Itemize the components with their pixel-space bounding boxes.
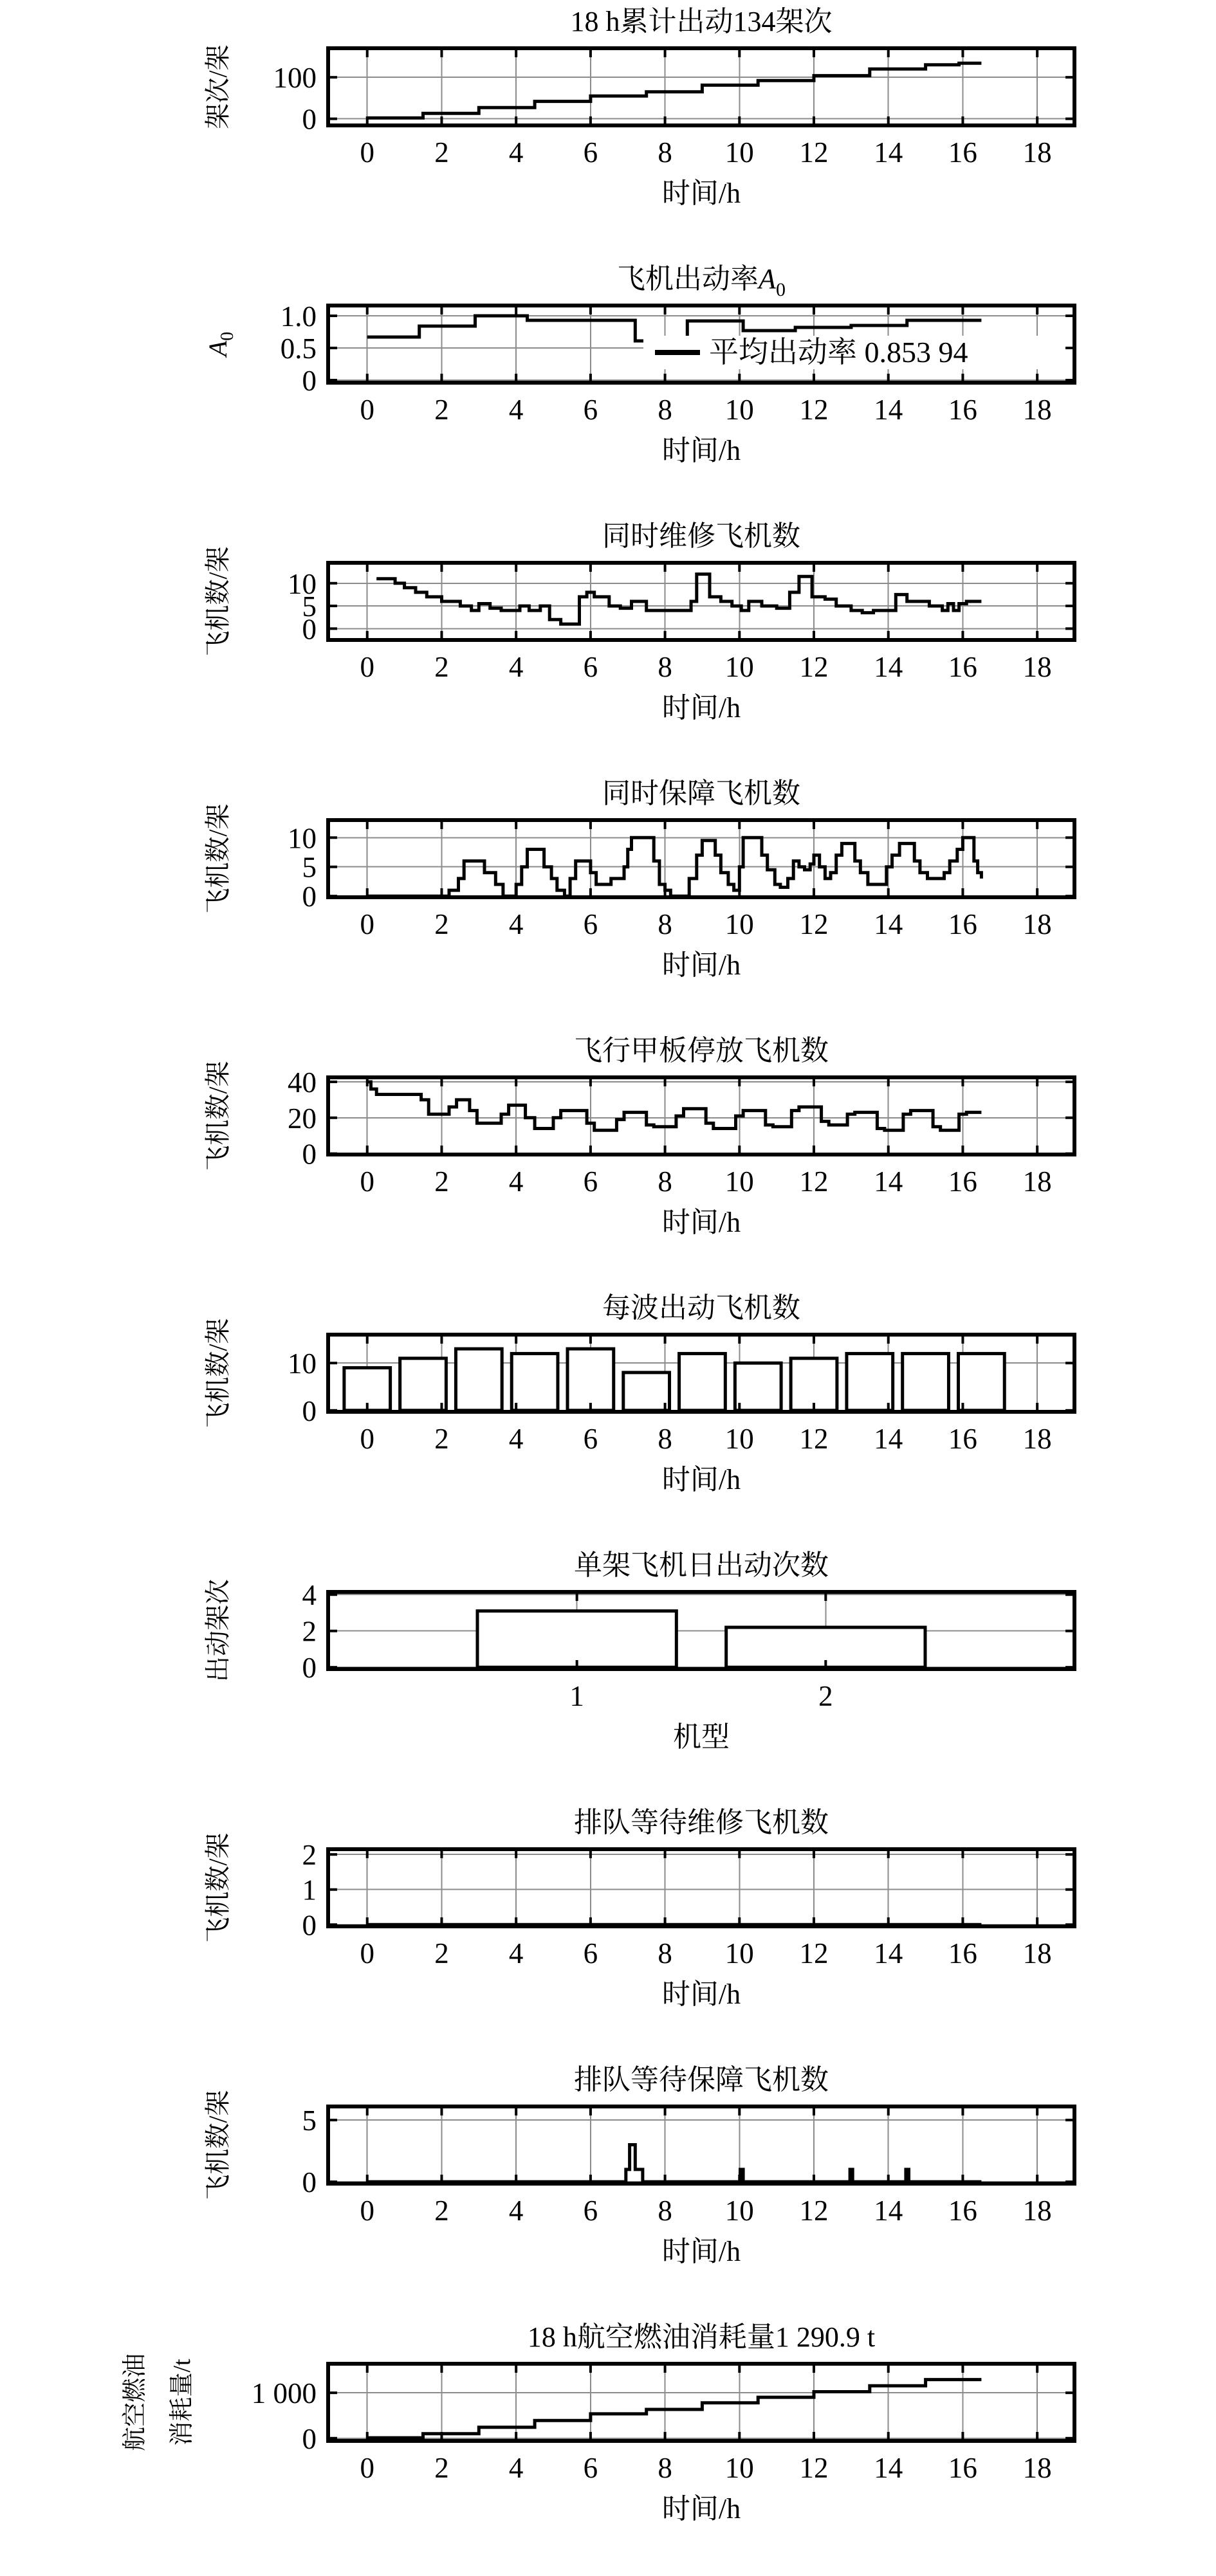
x-tick-label: 16 [948, 394, 977, 426]
x-tick-label: 4 [508, 1423, 524, 1455]
x-tick-label: 6 [583, 1423, 598, 1455]
x-tick-label: 0 [360, 908, 374, 940]
y-axis-label [203, 332, 237, 358]
x-tick-label: 18 [1022, 394, 1052, 426]
x-axis-label: 机型 [673, 1721, 730, 1753]
x-tick-label: 4 [508, 394, 524, 426]
legend-label: 平均出动率 0.853 94 [709, 336, 968, 369]
x-tick-label: 2 [434, 136, 449, 169]
x-tick-label: 14 [874, 908, 903, 940]
x-tick-label: 2 [434, 1937, 449, 1969]
chart-title [571, 6, 833, 37]
chart-title-math-base: A [759, 263, 776, 295]
x-tick-label: 4 [508, 908, 524, 940]
x-tick-label: 0 [360, 1165, 374, 1198]
concurrent-maintenance-chart [0, 515, 1216, 772]
x-tick-label: 14 [874, 2452, 903, 2484]
x-tick-label: 0 [360, 1423, 374, 1455]
x-tick-label: 12 [799, 1937, 829, 1969]
chart-title-text: 单架飞机日出动次数 [574, 1549, 829, 1581]
y-tick-label: 1.0 [280, 300, 317, 333]
y-tick-label: 1 [302, 1874, 317, 1906]
x-tick-label: 14 [874, 2195, 903, 2227]
bar [958, 1353, 1004, 1410]
x-tick-label: 8 [658, 136, 672, 169]
chart-title [602, 1292, 800, 1324]
chart-title-text: 飞行甲板停放飞机数 [574, 1035, 829, 1066]
x-tick-label: 18 [1022, 136, 1052, 169]
x-tick-label: 4 [508, 2195, 524, 2227]
x-tick-label: 0 [360, 136, 374, 169]
x-tick-label: 16 [948, 2452, 977, 2484]
y-axis-label-math-sub: 0 [217, 331, 237, 341]
x-tick-label: 10 [724, 1165, 754, 1198]
x-tick-label: 14 [874, 1165, 903, 1198]
x-tick-label: 16 [948, 2195, 977, 2227]
chart-title [602, 520, 800, 552]
chart-title-text: 飞机出动率 [617, 263, 759, 295]
x-tick-label: 1 [569, 1680, 584, 1712]
cumulative-sorties-canvas [0, 0, 1216, 257]
x-tick-label: 16 [948, 1937, 977, 1969]
concurrent-maintenance-canvas [0, 515, 1216, 772]
support-queue-chart [0, 2058, 1216, 2316]
y-tick-label: 5 [302, 590, 317, 623]
x-tick-label: 8 [658, 1937, 672, 1969]
x-tick-label: 0 [360, 394, 374, 426]
sortie-rate-chart [0, 257, 1216, 515]
x-tick-label: 2 [434, 1423, 449, 1455]
concurrent-support-canvas [0, 772, 1216, 1029]
x-tick-label: 4 [508, 136, 524, 169]
x-tick-label: 8 [658, 908, 672, 940]
x-tick-label: 6 [583, 2195, 598, 2227]
x-tick-label: 12 [799, 908, 829, 940]
y-tick-label: 5 [302, 2105, 317, 2137]
x-tick-label: 2 [434, 2195, 449, 2227]
x-tick-label: 2 [434, 908, 449, 940]
y-tick-label: 0 [302, 1909, 317, 1942]
data-series-line [367, 1082, 982, 1130]
maintenance-queue-chart [0, 1801, 1216, 2058]
x-tick-label: 10 [724, 651, 754, 683]
x-tick-label: 0 [360, 2195, 374, 2227]
y-tick-label: 5 [302, 851, 317, 884]
x-tick-label: 4 [508, 1165, 524, 1198]
chart-title-text: 排队等待维修飞机数 [574, 1807, 829, 1838]
y-tick-label: 0 [302, 2166, 317, 2199]
per-aircraft-daily-sorties-canvas [0, 1544, 1216, 1801]
x-axis-label: 时间/h [661, 2493, 741, 2525]
y-tick-label: 0 [302, 1652, 317, 1685]
x-tick-label: 2 [434, 394, 449, 426]
bar [567, 1349, 614, 1411]
x-tick-label: 0 [360, 2452, 374, 2484]
y-axis-label: 飞机数/架 [203, 1061, 232, 1171]
y-tick-label: 0 [302, 613, 317, 646]
x-tick-label: 18 [1022, 908, 1052, 940]
x-tick-label: 8 [658, 2195, 672, 2227]
fuel-consumption-chart [0, 2316, 1216, 2573]
chart-title-math-sub: 0 [775, 279, 786, 300]
x-tick-label: 16 [948, 651, 977, 683]
x-tick-label: 10 [724, 1423, 754, 1455]
x-tick-label: 2 [434, 2452, 449, 2484]
x-tick-label: 18 [1022, 1937, 1052, 1969]
chart-title [574, 2064, 829, 2096]
y-tick-label: 2 [302, 1839, 317, 1872]
x-tick-label: 6 [583, 1165, 598, 1198]
bar [511, 1353, 558, 1410]
support-queue-canvas [0, 2058, 1216, 2316]
chart-title-text: 同时维修飞机数 [602, 520, 800, 552]
y-axis-label: 飞机数/架 [203, 1318, 232, 1429]
x-tick-label: 8 [658, 1165, 672, 1198]
y-axis-label-line2: 消耗量/t [169, 2359, 196, 2446]
x-axis-label: 时间/h [661, 692, 741, 724]
x-tick-label: 2 [434, 651, 449, 683]
x-tick-label: 14 [874, 136, 903, 169]
x-tick-label: 18 [1022, 1165, 1052, 1198]
x-tick-label: 10 [724, 1937, 754, 1969]
x-tick-label: 12 [799, 136, 829, 169]
x-tick-label: 4 [508, 651, 524, 683]
y-axis-label: 飞机数/架 [203, 1832, 232, 1943]
y-tick-label: 1 000 [251, 2377, 317, 2410]
x-axis-label: 时间/h [661, 435, 741, 466]
x-tick-label: 2 [818, 1680, 833, 1712]
chart-title [574, 1549, 829, 1581]
bar [400, 1358, 447, 1411]
y-tick-label: 0 [302, 881, 317, 913]
y-axis-label: 飞机数/架 [203, 546, 232, 657]
fuel-consumption-canvas [0, 2316, 1216, 2573]
y-tick-label: 2 [302, 1615, 317, 1648]
x-tick-label: 12 [799, 2452, 829, 2484]
y-tick-label: 0 [302, 365, 317, 397]
x-tick-label: 10 [724, 136, 754, 169]
x-tick-label: 2 [434, 1165, 449, 1198]
x-tick-label: 14 [874, 651, 903, 683]
y-tick-label: 10 [288, 822, 317, 855]
x-tick-label: 4 [508, 2452, 524, 2484]
bar [623, 1373, 670, 1411]
chart-title-text: 18 h累计出动134架次 [570, 6, 833, 37]
x-tick-label: 18 [1022, 2452, 1052, 2484]
y-tick-label: 0 [302, 1394, 317, 1427]
sortie-rate-canvas [0, 257, 1216, 515]
bar [847, 1353, 893, 1410]
per-aircraft-daily-sorties-chart [0, 1544, 1216, 1801]
bar [903, 1353, 949, 1410]
x-tick-label: 6 [583, 394, 598, 426]
data-series-line [367, 2380, 982, 2438]
x-tick-label: 8 [658, 2452, 672, 2484]
y-axis-label-math-base: A [203, 340, 232, 357]
y-tick-label: 100 [273, 62, 317, 95]
y-axis-label: 出动架次 [203, 1579, 232, 1682]
chart-title-text: 排队等待保障飞机数 [574, 2064, 829, 2096]
y-tick-label: 0 [302, 2422, 317, 2455]
y-tick-label: 20 [288, 1102, 317, 1135]
y-axis-label: 飞机数/架 [203, 803, 232, 914]
x-tick-label: 10 [724, 2195, 754, 2227]
y-tick-label: 10 [288, 567, 317, 600]
bar [477, 1611, 676, 1668]
maintenance-queue-canvas [0, 1801, 1216, 2058]
y-axis-label: 飞机数/架 [203, 2090, 232, 2200]
x-tick-label: 18 [1022, 651, 1052, 683]
concurrent-support-chart [0, 772, 1216, 1029]
x-tick-label: 0 [360, 651, 374, 683]
x-tick-label: 8 [658, 651, 672, 683]
y-tick-label: 0.5 [280, 333, 317, 365]
x-tick-label: 18 [1022, 2195, 1052, 2227]
x-tick-label: 6 [583, 2452, 598, 2484]
data-series-line [376, 574, 981, 625]
x-tick-label: 12 [799, 651, 829, 683]
deck-parked-chart [0, 1029, 1216, 1286]
x-axis-label: 时间/h [661, 1464, 741, 1495]
chart-title-text: 18 h航空燃油消耗量1 290.9 t [527, 2321, 876, 2353]
data-series-line [367, 63, 982, 118]
y-tick-label: 10 [288, 1347, 317, 1380]
x-tick-label: 14 [874, 394, 903, 426]
y-axis-label: 架次/架 [203, 44, 232, 129]
bar [735, 1363, 781, 1411]
y-axis-label-line1: 航空燃油 [122, 2353, 149, 2452]
x-axis-label: 时间/h [661, 1978, 741, 2010]
x-tick-label: 6 [583, 136, 598, 169]
x-tick-label: 16 [948, 908, 977, 940]
x-axis-label: 时间/h [661, 2236, 741, 2267]
per-wave-aircraft-canvas [0, 1286, 1216, 1544]
x-tick-label: 6 [583, 651, 598, 683]
x-tick-label: 12 [799, 2195, 829, 2227]
x-tick-label: 6 [583, 1937, 598, 1969]
x-tick-label: 16 [948, 1165, 977, 1198]
x-tick-label: 10 [724, 394, 754, 426]
per-wave-aircraft-chart [0, 1286, 1216, 1544]
x-tick-label: 18 [1022, 1423, 1052, 1455]
bar [679, 1353, 726, 1410]
x-tick-label: 10 [724, 2452, 754, 2484]
y-tick-label: 0 [302, 103, 317, 136]
x-tick-label: 12 [799, 1165, 829, 1198]
x-tick-label: 14 [874, 1423, 903, 1455]
y-tick-label: 4 [302, 1579, 317, 1612]
x-tick-label: 0 [360, 1937, 374, 1969]
bar [791, 1358, 837, 1411]
chart-title-text: 每波出动飞机数 [602, 1292, 800, 1324]
x-tick-label: 8 [658, 394, 672, 426]
x-axis-label: 时间/h [661, 178, 741, 209]
x-tick-label: 12 [799, 1423, 829, 1455]
y-tick-label: 40 [288, 1066, 317, 1099]
x-tick-label: 4 [508, 1937, 524, 1969]
x-tick-label: 14 [874, 1937, 903, 1969]
chart-title-text: 同时保障飞机数 [602, 778, 800, 809]
deck-parked-canvas [0, 1029, 1216, 1286]
x-axis-label: 时间/h [661, 1207, 741, 1238]
x-tick-label: 10 [724, 908, 754, 940]
chart-title [574, 1035, 829, 1066]
bar [456, 1349, 502, 1411]
x-tick-label: 16 [948, 136, 977, 169]
cumulative-sorties-chart [0, 0, 1216, 257]
x-tick-label: 16 [948, 1423, 977, 1455]
chart-title [602, 778, 800, 809]
x-axis-label: 时间/h [661, 949, 741, 981]
x-tick-label: 6 [583, 908, 598, 940]
y-tick-label: 0 [302, 1138, 317, 1171]
chart-title [617, 263, 786, 300]
x-tick-label: 12 [799, 394, 829, 426]
chart-title [528, 2321, 875, 2353]
chart-title [574, 1807, 829, 1838]
x-tick-label: 8 [658, 1423, 672, 1455]
